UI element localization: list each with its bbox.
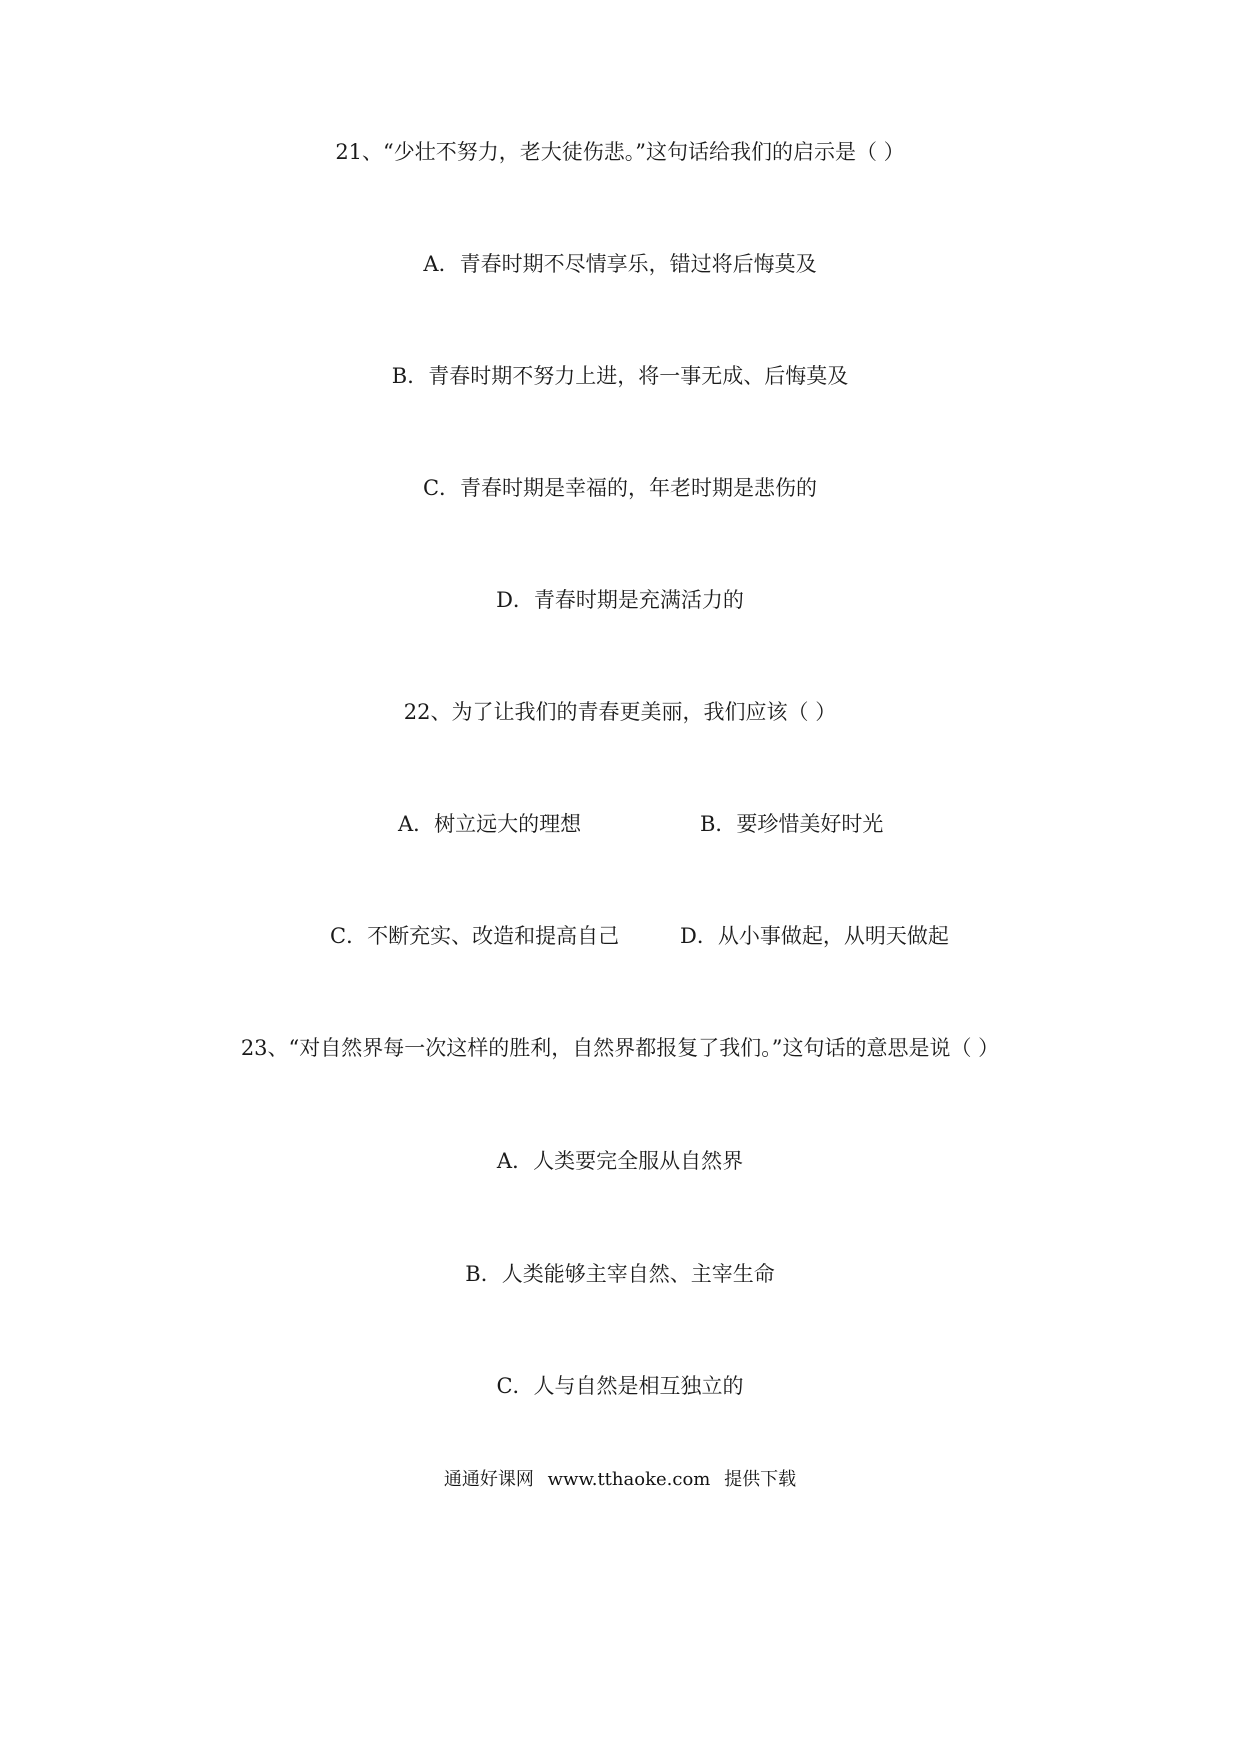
question-21-option-c: C．青春时期是幸福的，年老时期是悲伤的 (422, 476, 818, 500)
question-21-option-a: A．青春时期不尽情享乐，错过将后悔莫及 (423, 252, 817, 276)
question-22-option-d: D．从小事做起，从明天做起 (680, 924, 949, 948)
question-22-option-a: A．树立远大的理想 (398, 812, 582, 836)
footer-site-name: 通通好课网 (443, 1469, 534, 1490)
question-23-option-b: B．人类能够主宰自然、主宰生命 (465, 1262, 775, 1286)
page-footer (0, 1468, 1240, 1492)
question-22-option-c: C．不断充实、改造和提高自己 (330, 924, 620, 948)
question-23-stem: 23、“对自然界每一次这样的胜利，自然界都报复了我们。”这句话的意思是说（ ） (240, 1036, 1000, 1060)
question-21-option-b: B．青春时期不努力上进，将一事无成、后悔莫及 (391, 364, 849, 388)
question-23-option-a: A．人类要完全服从自然界 (496, 1149, 744, 1173)
question-21-option-d: D．青春时期是充满活力的 (496, 588, 744, 612)
footer-url: www.tthaoke.com (547, 1469, 711, 1490)
question-21-stem: 21、“少壮不努力，老大徒伤悲。”这句话给我们的启示是（ ） (335, 140, 905, 164)
question-23-option-c: C．人与自然是相互独立的 (496, 1374, 744, 1398)
question-22-stem: 22、为了让我们的青春更美丽，我们应该（ ） (403, 700, 837, 724)
question-22-option-b: B．要珍惜美好时光 (700, 812, 884, 836)
footer-suffix: 提供下载 (724, 1469, 797, 1490)
